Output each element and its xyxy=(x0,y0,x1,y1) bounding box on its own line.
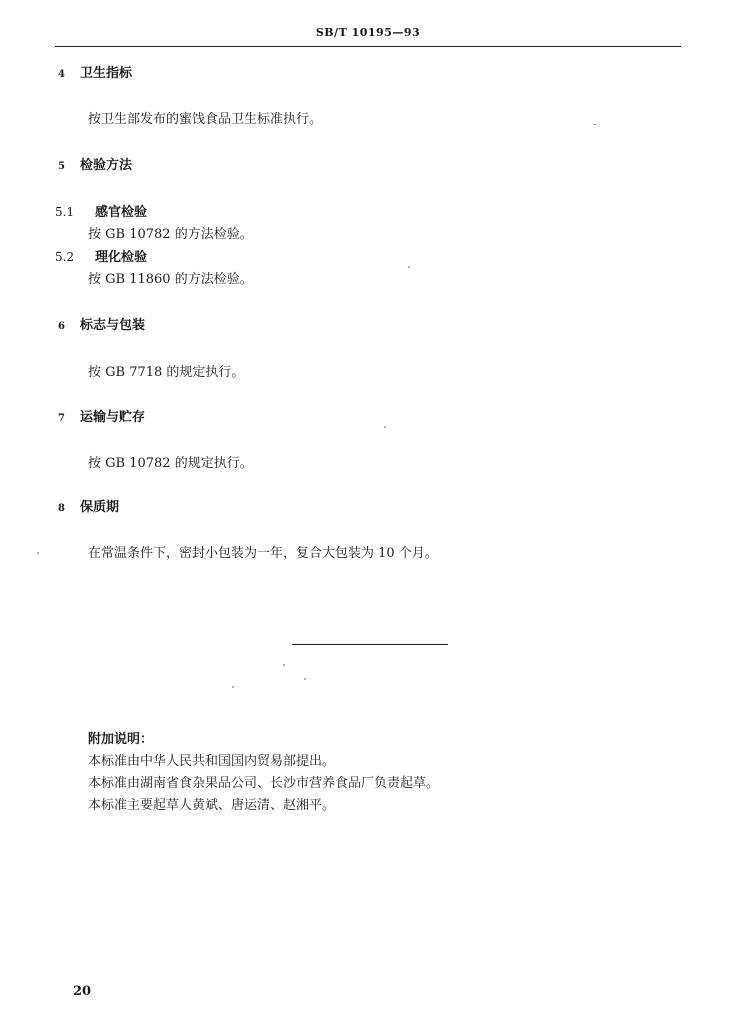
section-5-1-heading xyxy=(55,204,147,221)
section-5-1-title: 感官检验 xyxy=(95,205,148,220)
scan-speck xyxy=(283,664,285,666)
standard-code: SB/T 10195—93 xyxy=(315,26,421,39)
section-5-2-number: 5.2 xyxy=(55,250,75,264)
section-5-number: 5 xyxy=(58,161,65,172)
section-7-body: 按 GB 10782 的规定执行。 xyxy=(88,456,253,471)
section-5-1-number: 5.1 xyxy=(55,205,75,219)
section-5-heading xyxy=(58,158,132,175)
scan-speck xyxy=(232,686,234,688)
section-8-number: 8 xyxy=(58,503,65,514)
section-5-title: 检验方法 xyxy=(80,158,133,173)
section-8-body: 在常温条件下，密封小包装为一年，复合大包装为 10 个月。 xyxy=(88,546,438,561)
scan-speck xyxy=(304,678,306,680)
section-7-number: 7 xyxy=(58,413,65,424)
header-rule xyxy=(55,46,681,47)
end-of-standard-rule xyxy=(292,644,448,645)
section-4-title: 卫生指标 xyxy=(80,66,133,81)
section-6-title: 标志与包装 xyxy=(80,318,146,333)
section-4-number: 4 xyxy=(58,69,65,80)
section-6-heading xyxy=(58,318,145,335)
section-5-2-heading xyxy=(55,249,147,266)
page-number: 20 xyxy=(73,984,92,999)
scan-speck xyxy=(384,426,386,428)
notes-line-1: 本标准由中华人民共和国国内贸易部提出。 xyxy=(88,754,336,769)
section-5-2-title: 理化检验 xyxy=(95,250,148,265)
scan-speck xyxy=(408,266,410,268)
notes-line-3: 本标准主要起草人黄斌、唐运清、赵湘平。 xyxy=(88,798,336,813)
scan-speck xyxy=(37,552,39,554)
notes-line-2: 本标准由湖南省食杂果品公司、长沙市营养食品厂负责起草。 xyxy=(88,776,440,791)
scan-speck xyxy=(593,124,597,125)
notes-title: 附加说明： xyxy=(88,732,154,747)
section-7-title: 运输与贮存 xyxy=(80,410,146,425)
section-5-2-body: 按 GB 11860 的方法检验。 xyxy=(88,272,253,287)
section-4-heading xyxy=(58,66,132,83)
section-8-title: 保质期 xyxy=(80,500,120,515)
section-5-1-body: 按 GB 10782 的方法检验。 xyxy=(88,227,253,242)
section-4-body: 按卫生部发布的蜜饯食品卫生标准执行。 xyxy=(88,112,323,127)
section-6-body: 按 GB 7718 的规定执行。 xyxy=(88,365,245,380)
section-8-heading xyxy=(58,500,119,517)
section-7-heading xyxy=(58,410,145,427)
section-6-number: 6 xyxy=(58,321,65,332)
